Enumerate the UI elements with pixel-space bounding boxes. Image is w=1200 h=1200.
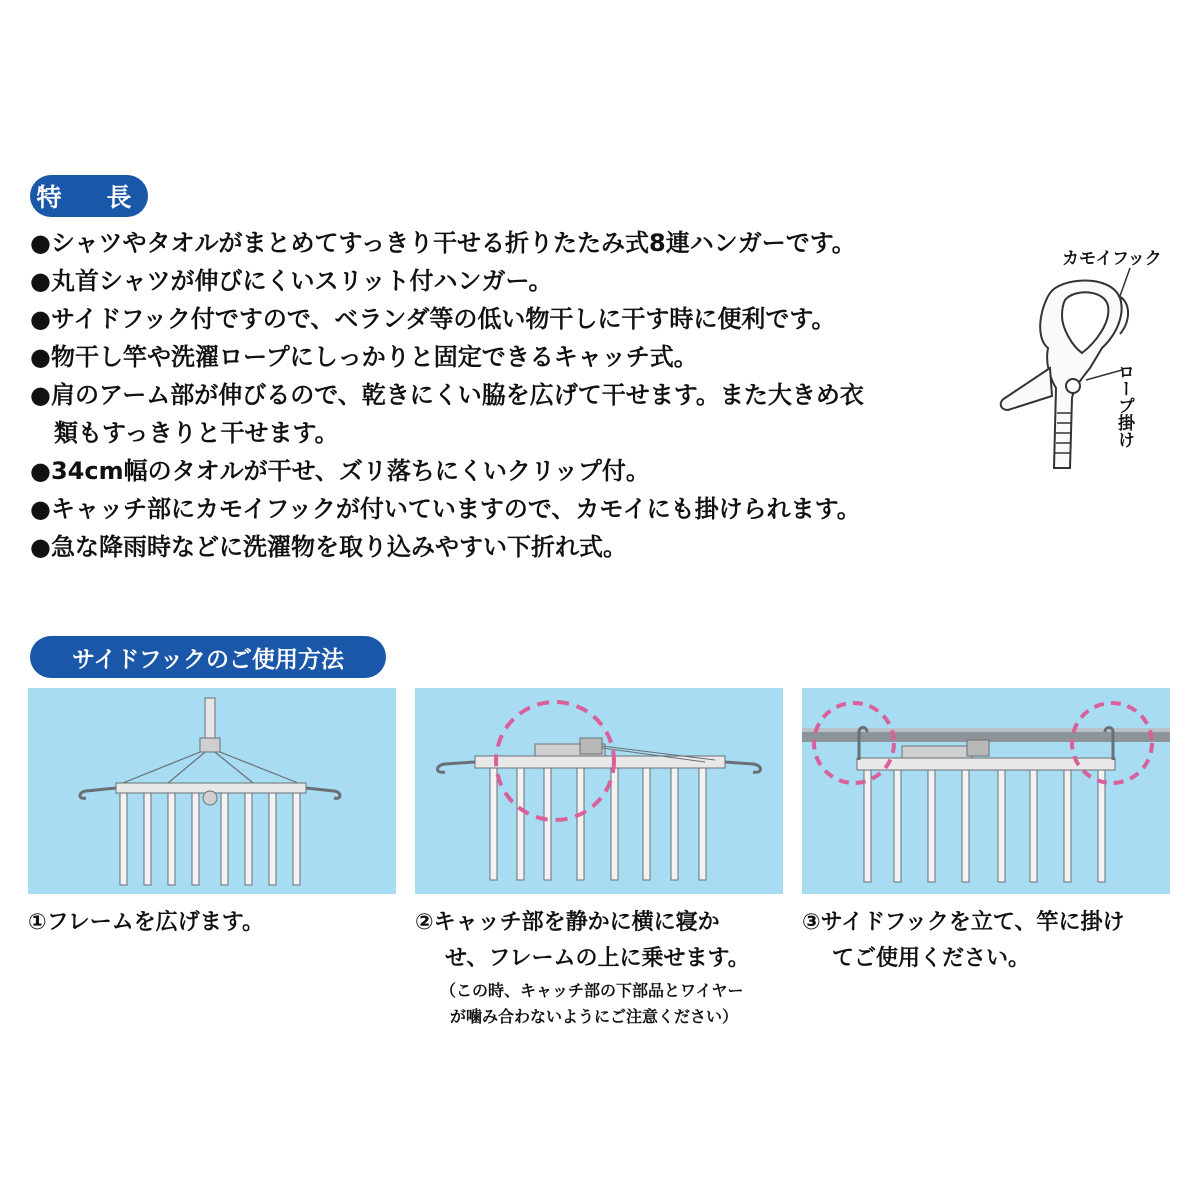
step3-caption-line1: ③サイドフックを立て、竿に掛け xyxy=(802,910,1125,935)
feature-item: ●シャツやタオルがまとめてすっきり干せる折りたたみ式8連ハンガーです。 xyxy=(30,229,856,257)
step2-caption-line2: せ、フレームの上に乗せます。 xyxy=(445,946,750,971)
kamoi-hook-diagram xyxy=(990,238,1190,478)
step2-illustration xyxy=(415,688,783,894)
feature-item: ●サイドフック付ですので、ベランダ等の低い物干しに干す時に便利です。 xyxy=(30,305,836,333)
step3-caption-line2: てご使用ください。 xyxy=(832,946,1031,971)
step2-note-line2: が噛み合わないようにご注意ください） xyxy=(450,1007,739,1026)
step2-caption xyxy=(415,905,750,977)
feature-item: ●丸首シャツが伸びにくいスリット付ハンガー。 xyxy=(30,267,553,295)
features-list xyxy=(30,224,990,566)
step3-illustration xyxy=(802,688,1170,894)
features-heading: 特 長 xyxy=(30,175,148,217)
feature-item: ●34cm幅のタオルが干せ、ズリ落ちにくいクリップ付。 xyxy=(30,457,650,485)
feature-item: ●物干し竿や洗濯ロープにしっかりと固定できるキャッチ式。 xyxy=(30,343,698,371)
feature-item: ●肩のアーム部が伸びるので、乾きにくい脇を広げて干せます。また大きめ衣 xyxy=(30,381,864,409)
feature-item-continuation: 類もすっきりと干せます。 xyxy=(54,419,339,447)
step3-caption xyxy=(802,905,1124,977)
feature-item: ●急な降雨時などに洗濯物を取り込みやすい下折れ式。 xyxy=(30,533,627,561)
rope-hook-label: ロープ掛け xyxy=(1114,363,1134,448)
step2-caption-line1: ②キャッチ部を静かに横に寝か xyxy=(415,910,720,935)
step1-illustration xyxy=(28,688,396,894)
usage-heading: サイドフックのご使用方法 xyxy=(30,636,386,678)
step2-note xyxy=(440,978,744,1030)
feature-item: ●キャッチ部にカモイフックが付いていますので、カモイにも掛けられます。 xyxy=(30,495,861,523)
step1-caption: ①フレームを広げます。 xyxy=(28,910,264,935)
step2-note-line1: （この時、キャッチ部の下部品とワイヤー xyxy=(440,981,744,1000)
kamoi-hook-label: カモイフック xyxy=(1062,249,1162,269)
